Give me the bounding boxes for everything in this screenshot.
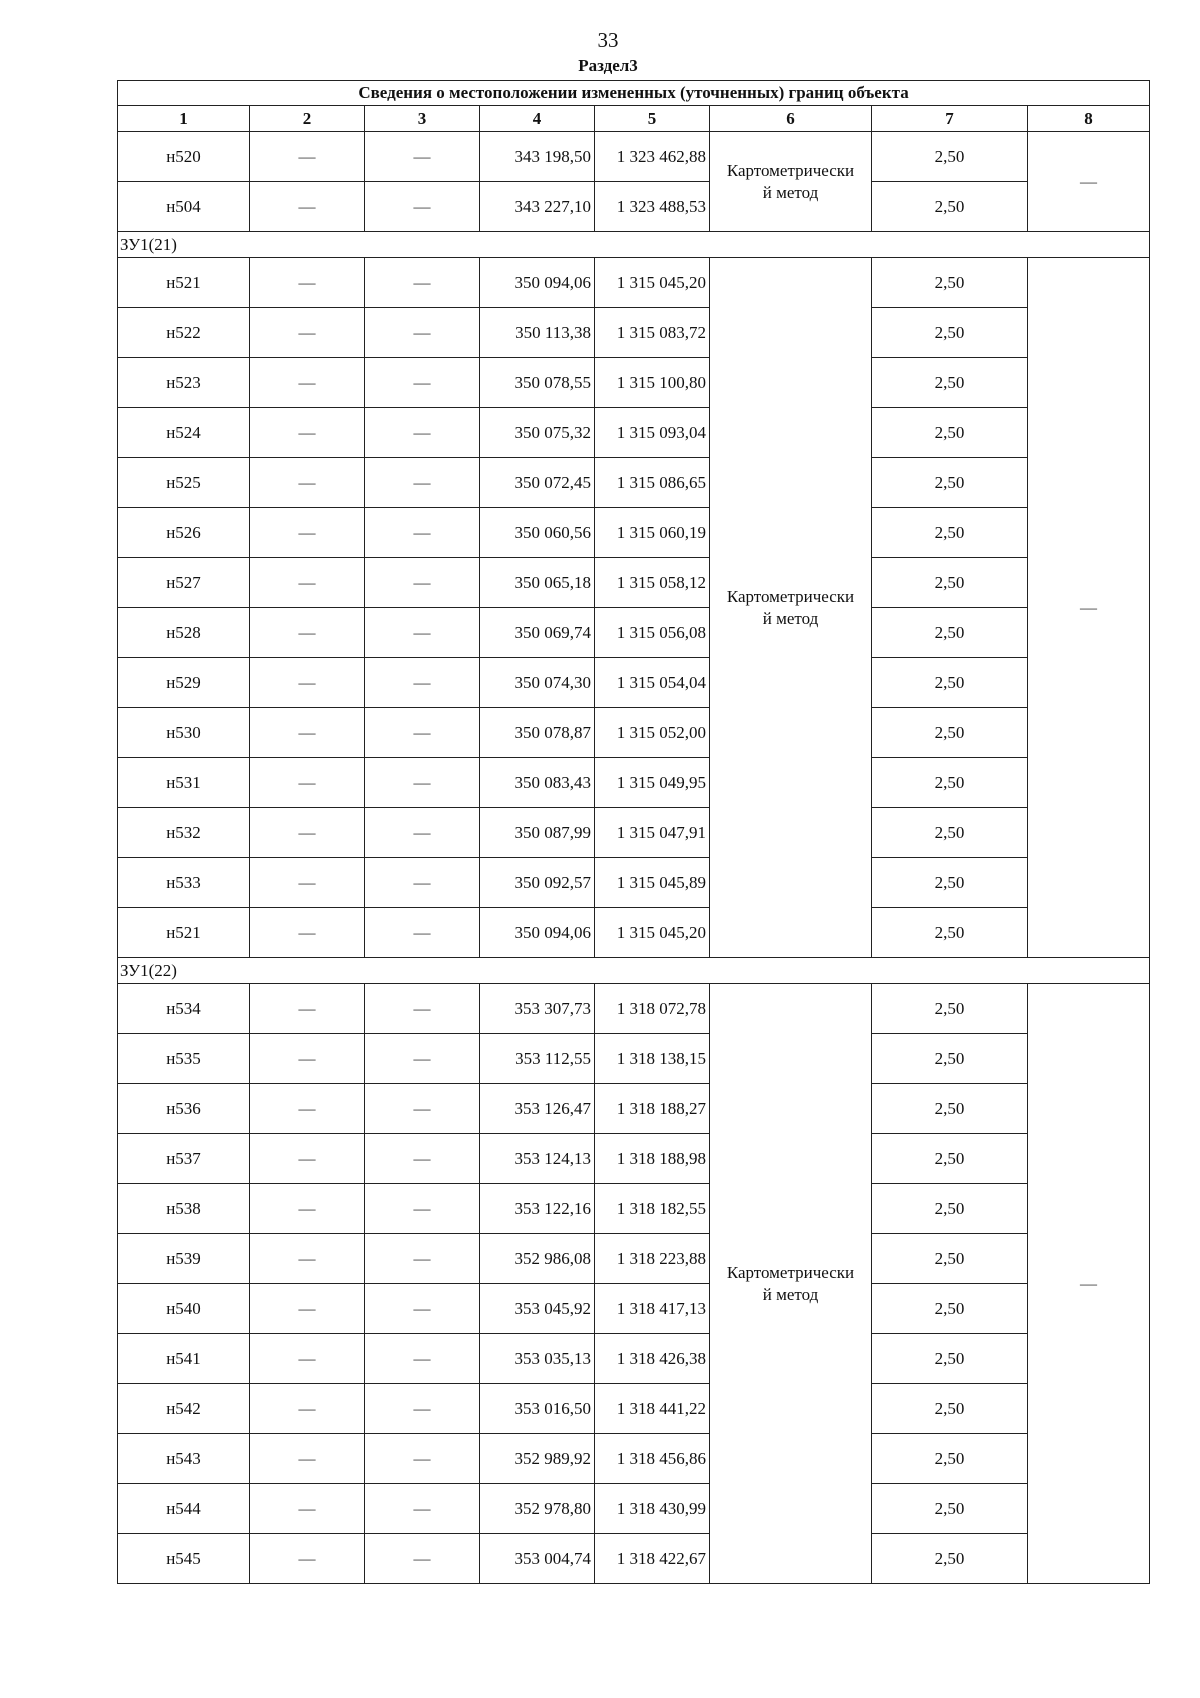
dash-cell: — bbox=[250, 258, 365, 308]
coordinate-x: 353 004,74 bbox=[480, 1534, 595, 1584]
dash-cell: — bbox=[365, 408, 480, 458]
point-name: н528 bbox=[118, 608, 250, 658]
dash-cell: — bbox=[250, 1134, 365, 1184]
table-row bbox=[118, 408, 1150, 458]
accuracy-value: 2,50 bbox=[872, 908, 1028, 958]
column-number-6: 6 bbox=[710, 106, 872, 132]
table-row bbox=[118, 182, 1150, 232]
table-row bbox=[118, 308, 1150, 358]
point-name: н529 bbox=[118, 658, 250, 708]
dash-cell: — bbox=[250, 1234, 365, 1284]
coordinates-table bbox=[117, 80, 1150, 1584]
coordinate-x: 353 122,16 bbox=[480, 1184, 595, 1234]
table-row bbox=[118, 1284, 1150, 1334]
method-cell bbox=[710, 984, 872, 1584]
coordinate-x: 350 072,45 bbox=[480, 458, 595, 508]
coordinate-y: 1 318 422,67 bbox=[595, 1534, 710, 1584]
column-number-row bbox=[118, 106, 1150, 132]
coordinate-y: 1 315 093,04 bbox=[595, 408, 710, 458]
accuracy-value: 2,50 bbox=[872, 508, 1028, 558]
accuracy-value: 2,50 bbox=[872, 758, 1028, 808]
dash-cell: — bbox=[365, 1534, 480, 1584]
coordinate-y: 1 315 058,12 bbox=[595, 558, 710, 608]
column-8-dash: — bbox=[1028, 132, 1150, 232]
column-8-dash: — bbox=[1028, 984, 1150, 1584]
coordinate-x: 353 112,55 bbox=[480, 1034, 595, 1084]
accuracy-value: 2,50 bbox=[872, 1334, 1028, 1384]
table-row bbox=[118, 1234, 1150, 1284]
point-name: н535 bbox=[118, 1034, 250, 1084]
point-name: н539 bbox=[118, 1234, 250, 1284]
coordinate-x: 352 989,92 bbox=[480, 1434, 595, 1484]
point-name: н543 bbox=[118, 1434, 250, 1484]
coordinate-y: 1 318 417,13 bbox=[595, 1284, 710, 1334]
dash-cell: — bbox=[365, 508, 480, 558]
dash-cell: — bbox=[250, 984, 365, 1034]
dash-cell: — bbox=[250, 1384, 365, 1434]
dash-cell: — bbox=[365, 858, 480, 908]
point-name: н545 bbox=[118, 1534, 250, 1584]
accuracy-value: 2,50 bbox=[872, 658, 1028, 708]
table-row bbox=[118, 508, 1150, 558]
point-name: н526 bbox=[118, 508, 250, 558]
coordinate-x: 353 016,50 bbox=[480, 1384, 595, 1434]
accuracy-value: 2,50 bbox=[872, 984, 1028, 1034]
coordinate-y: 1 315 047,91 bbox=[595, 808, 710, 858]
table-row bbox=[118, 758, 1150, 808]
method-line-2: й метод bbox=[762, 182, 819, 202]
coordinate-x: 350 113,38 bbox=[480, 308, 595, 358]
table-row bbox=[118, 908, 1150, 958]
column-number-2: 2 bbox=[250, 106, 365, 132]
coordinate-y: 1 315 045,20 bbox=[595, 258, 710, 308]
dash-cell: — bbox=[365, 758, 480, 808]
point-name: н542 bbox=[118, 1384, 250, 1434]
table-row bbox=[118, 1484, 1150, 1534]
coordinate-x: 343 227,10 bbox=[480, 182, 595, 232]
dash-cell: — bbox=[250, 858, 365, 908]
coordinate-y: 1 315 049,95 bbox=[595, 758, 710, 808]
coordinate-y: 1 315 054,04 bbox=[595, 658, 710, 708]
table-row bbox=[118, 1384, 1150, 1434]
method-cell bbox=[710, 132, 872, 232]
column-number-7: 7 bbox=[872, 106, 1028, 132]
coordinate-y: 1 323 462,88 bbox=[595, 132, 710, 182]
coordinate-x: 350 078,55 bbox=[480, 358, 595, 408]
accuracy-value: 2,50 bbox=[872, 408, 1028, 458]
point-name: н540 bbox=[118, 1284, 250, 1334]
coordinate-x: 353 035,13 bbox=[480, 1334, 595, 1384]
dash-cell: — bbox=[250, 1484, 365, 1534]
dash-cell: — bbox=[250, 908, 365, 958]
table-row bbox=[118, 132, 1150, 182]
dash-cell: — bbox=[365, 1434, 480, 1484]
coordinate-y: 1 318 426,38 bbox=[595, 1334, 710, 1384]
accuracy-value: 2,50 bbox=[872, 1534, 1028, 1584]
point-name: н504 bbox=[118, 182, 250, 232]
dash-cell: — bbox=[365, 1184, 480, 1234]
group-header-row bbox=[118, 232, 1150, 258]
method-line-2: й метод bbox=[762, 1284, 819, 1304]
dash-cell: — bbox=[365, 608, 480, 658]
coordinate-y: 1 315 060,19 bbox=[595, 508, 710, 558]
coordinate-x: 350 069,74 bbox=[480, 608, 595, 658]
dash-cell: — bbox=[365, 1384, 480, 1434]
dash-cell: — bbox=[250, 1034, 365, 1084]
point-name: н538 bbox=[118, 1184, 250, 1234]
dash-cell: — bbox=[250, 132, 365, 182]
point-name: н544 bbox=[118, 1484, 250, 1534]
coordinate-x: 350 094,06 bbox=[480, 908, 595, 958]
table-row bbox=[118, 258, 1150, 308]
accuracy-value: 2,50 bbox=[872, 182, 1028, 232]
coordinate-y: 1 318 441,22 bbox=[595, 1384, 710, 1434]
coordinate-y: 1 323 488,53 bbox=[595, 182, 710, 232]
accuracy-value: 2,50 bbox=[872, 1484, 1028, 1534]
dash-cell: — bbox=[365, 708, 480, 758]
accuracy-value: 2,50 bbox=[872, 608, 1028, 658]
point-name: н533 bbox=[118, 858, 250, 908]
table-caption-row bbox=[118, 81, 1150, 106]
coordinate-y: 1 315 045,89 bbox=[595, 858, 710, 908]
dash-cell: — bbox=[250, 1284, 365, 1334]
dash-cell: — bbox=[250, 1184, 365, 1234]
coordinate-y: 1 318 430,99 bbox=[595, 1484, 710, 1534]
dash-cell: — bbox=[365, 1284, 480, 1334]
coordinate-x: 343 198,50 bbox=[480, 132, 595, 182]
accuracy-value: 2,50 bbox=[872, 258, 1028, 308]
dash-cell: — bbox=[365, 1484, 480, 1534]
dash-cell: — bbox=[365, 1034, 480, 1084]
point-name: н530 bbox=[118, 708, 250, 758]
coordinate-y: 1 315 083,72 bbox=[595, 308, 710, 358]
dash-cell: — bbox=[365, 132, 480, 182]
point-name: н524 bbox=[118, 408, 250, 458]
coordinate-y: 1 318 182,55 bbox=[595, 1184, 710, 1234]
dash-cell: — bbox=[250, 708, 365, 758]
point-name: н521 bbox=[118, 258, 250, 308]
table-caption: Сведения о местоположении измененных (уточненных) границ объекта bbox=[118, 81, 1150, 106]
dash-cell: — bbox=[250, 308, 365, 358]
coordinate-y: 1 315 056,08 bbox=[595, 608, 710, 658]
coordinate-x: 353 124,13 bbox=[480, 1134, 595, 1184]
point-name: н521 bbox=[118, 908, 250, 958]
coordinate-x: 353 307,73 bbox=[480, 984, 595, 1034]
coordinate-y: 1 318 456,86 bbox=[595, 1434, 710, 1484]
coordinate-x: 350 074,30 bbox=[480, 658, 595, 708]
accuracy-value: 2,50 bbox=[872, 808, 1028, 858]
method-line-2: й метод bbox=[762, 608, 819, 628]
coordinate-y: 1 315 086,65 bbox=[595, 458, 710, 508]
accuracy-value: 2,50 bbox=[872, 1184, 1028, 1234]
table-row bbox=[118, 608, 1150, 658]
column-8-dash: — bbox=[1028, 258, 1150, 958]
accuracy-value: 2,50 bbox=[872, 1434, 1028, 1484]
table-row bbox=[118, 458, 1150, 508]
accuracy-value: 2,50 bbox=[872, 132, 1028, 182]
point-name: н541 bbox=[118, 1334, 250, 1384]
dash-cell: — bbox=[365, 182, 480, 232]
coordinate-x: 350 075,32 bbox=[480, 408, 595, 458]
dash-cell: — bbox=[250, 408, 365, 458]
dash-cell: — bbox=[365, 1084, 480, 1134]
column-number-4: 4 bbox=[480, 106, 595, 132]
column-number-1: 1 bbox=[118, 106, 250, 132]
dash-cell: — bbox=[365, 1134, 480, 1184]
dash-cell: — bbox=[250, 508, 365, 558]
point-name: н525 bbox=[118, 458, 250, 508]
coordinate-x: 350 060,56 bbox=[480, 508, 595, 558]
section-title: Раздел3 bbox=[578, 56, 638, 75]
coordinate-y: 1 318 188,27 bbox=[595, 1084, 710, 1134]
dash-cell: — bbox=[365, 458, 480, 508]
coordinate-x: 350 087,99 bbox=[480, 808, 595, 858]
dash-cell: — bbox=[250, 1084, 365, 1134]
point-name: н534 bbox=[118, 984, 250, 1034]
dash-cell: — bbox=[250, 182, 365, 232]
table-row bbox=[118, 658, 1150, 708]
dash-cell: — bbox=[250, 558, 365, 608]
point-name: н532 bbox=[118, 808, 250, 858]
dash-cell: — bbox=[250, 358, 365, 408]
dash-cell: — bbox=[365, 1234, 480, 1284]
table-row bbox=[118, 558, 1150, 608]
coordinate-x: 350 092,57 bbox=[480, 858, 595, 908]
dash-cell: — bbox=[250, 458, 365, 508]
group-header-row bbox=[118, 958, 1150, 984]
accuracy-value: 2,50 bbox=[872, 1284, 1028, 1334]
point-name: н536 bbox=[118, 1084, 250, 1134]
coordinate-y: 1 315 045,20 bbox=[595, 908, 710, 958]
method-line-1: Картометрически bbox=[726, 586, 855, 606]
coordinate-y: 1 318 188,98 bbox=[595, 1134, 710, 1184]
accuracy-value: 2,50 bbox=[872, 1234, 1028, 1284]
coordinate-x: 352 986,08 bbox=[480, 1234, 595, 1284]
point-name: н522 bbox=[118, 308, 250, 358]
point-name: н531 bbox=[118, 758, 250, 808]
table-row bbox=[118, 808, 1150, 858]
column-number-3: 3 bbox=[365, 106, 480, 132]
accuracy-value: 2,50 bbox=[872, 1034, 1028, 1084]
dash-cell: — bbox=[365, 358, 480, 408]
coordinate-x: 353 126,47 bbox=[480, 1084, 595, 1134]
column-number-8: 8 bbox=[1028, 106, 1150, 132]
table-row bbox=[118, 1034, 1150, 1084]
accuracy-value: 2,50 bbox=[872, 458, 1028, 508]
method-line-1: Картометрически bbox=[726, 160, 855, 180]
table-body bbox=[118, 81, 1150, 1584]
coordinate-y: 1 318 223,88 bbox=[595, 1234, 710, 1284]
dash-cell: — bbox=[250, 808, 365, 858]
dash-cell: — bbox=[365, 808, 480, 858]
accuracy-value: 2,50 bbox=[872, 308, 1028, 358]
table-row bbox=[118, 358, 1150, 408]
table-row bbox=[118, 1334, 1150, 1384]
dash-cell: — bbox=[250, 1434, 365, 1484]
coordinate-x: 350 065,18 bbox=[480, 558, 595, 608]
point-name: н523 bbox=[118, 358, 250, 408]
coordinate-x: 352 978,80 bbox=[480, 1484, 595, 1534]
dash-cell: — bbox=[250, 608, 365, 658]
dash-cell: — bbox=[365, 658, 480, 708]
table-row bbox=[118, 1134, 1150, 1184]
dash-cell: — bbox=[365, 1334, 480, 1384]
table-row bbox=[118, 1084, 1150, 1134]
accuracy-value: 2,50 bbox=[872, 558, 1028, 608]
group-label: ЗУ1(21) bbox=[118, 232, 1150, 258]
table-row bbox=[118, 1184, 1150, 1234]
accuracy-value: 2,50 bbox=[872, 1084, 1028, 1134]
group-label: ЗУ1(22) bbox=[118, 958, 1150, 984]
accuracy-value: 2,50 bbox=[872, 358, 1028, 408]
point-name: н537 bbox=[118, 1134, 250, 1184]
dash-cell: — bbox=[250, 758, 365, 808]
coordinate-x: 353 045,92 bbox=[480, 1284, 595, 1334]
dash-cell: — bbox=[365, 558, 480, 608]
table-row bbox=[118, 984, 1150, 1034]
table-row bbox=[118, 708, 1150, 758]
coordinate-y: 1 315 100,80 bbox=[595, 358, 710, 408]
page-number: 33 bbox=[597, 28, 619, 52]
point-name: н520 bbox=[118, 132, 250, 182]
dash-cell: — bbox=[250, 1334, 365, 1384]
dash-cell: — bbox=[365, 984, 480, 1034]
accuracy-value: 2,50 bbox=[872, 1384, 1028, 1434]
table-row bbox=[118, 1534, 1150, 1584]
coordinate-y: 1 318 072,78 bbox=[595, 984, 710, 1034]
column-number-5: 5 bbox=[595, 106, 710, 132]
dash-cell: — bbox=[250, 1534, 365, 1584]
coordinate-x: 350 094,06 bbox=[480, 258, 595, 308]
coordinate-y: 1 318 138,15 bbox=[595, 1034, 710, 1084]
method-line-1: Картометрически bbox=[726, 1262, 855, 1282]
method-cell bbox=[710, 258, 872, 958]
accuracy-value: 2,50 bbox=[872, 708, 1028, 758]
dash-cell: — bbox=[365, 908, 480, 958]
coordinate-x: 350 083,43 bbox=[480, 758, 595, 808]
table-row bbox=[118, 858, 1150, 908]
coordinate-y: 1 315 052,00 bbox=[595, 708, 710, 758]
dash-cell: — bbox=[365, 258, 480, 308]
table-row bbox=[118, 1434, 1150, 1484]
dash-cell: — bbox=[365, 308, 480, 358]
coordinate-x: 350 078,87 bbox=[480, 708, 595, 758]
accuracy-value: 2,50 bbox=[872, 858, 1028, 908]
accuracy-value: 2,50 bbox=[872, 1134, 1028, 1184]
dash-cell: — bbox=[250, 658, 365, 708]
point-name: н527 bbox=[118, 558, 250, 608]
